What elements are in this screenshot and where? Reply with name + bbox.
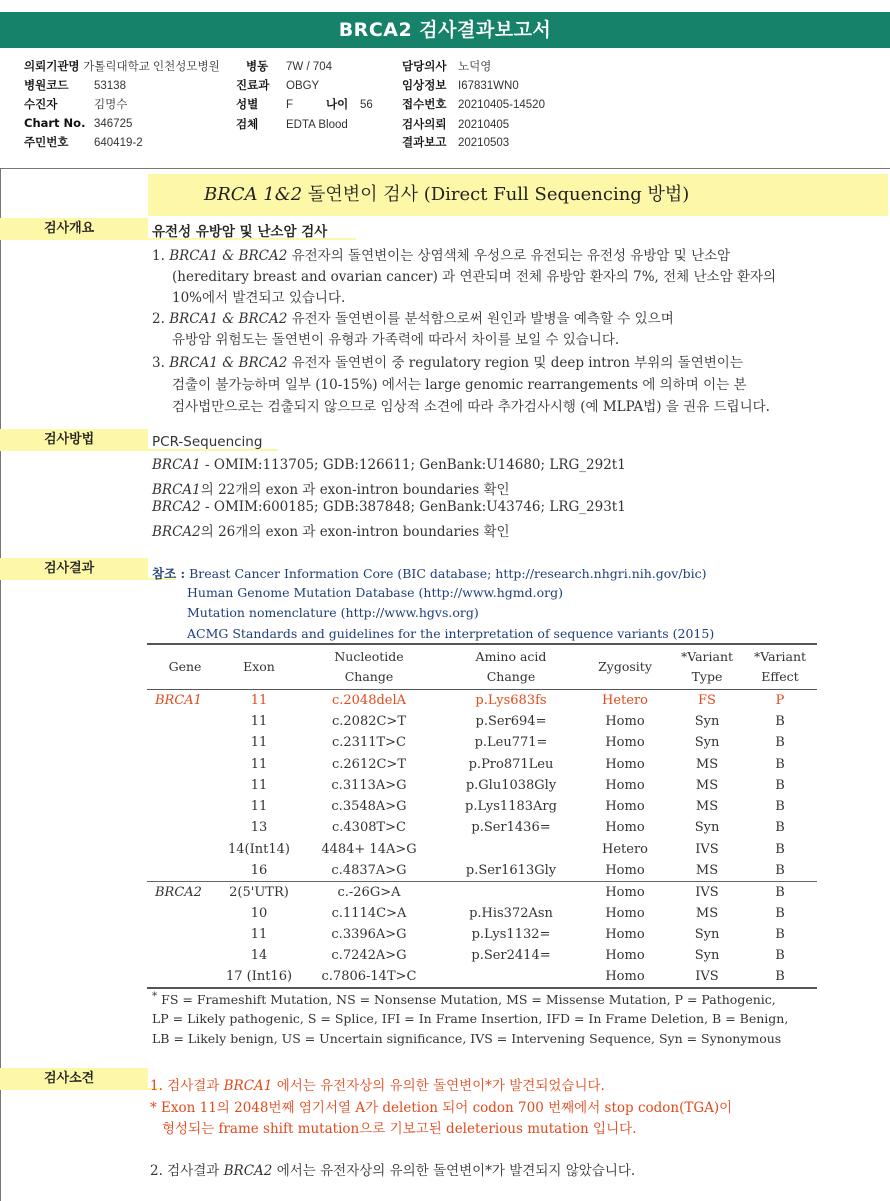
cell-variant-type: Syn bbox=[694, 735, 720, 751]
variant-row bbox=[147, 732, 817, 753]
cell-variant-effect: B bbox=[775, 948, 785, 964]
cell-variant-type: IVS bbox=[695, 841, 719, 857]
cell-variant-effect: B bbox=[775, 969, 785, 984]
cell-amino-acid: p.Ser1436= bbox=[471, 820, 551, 836]
variant-row bbox=[147, 902, 817, 923]
report-title: BRCA2 검사결과보고서 bbox=[0, 12, 890, 48]
variant-row bbox=[147, 966, 817, 987]
cell-gene bbox=[147, 732, 223, 753]
cell-zygosity: Hetero bbox=[602, 692, 648, 708]
col-zygosity: Zygosity bbox=[598, 659, 652, 674]
cell-gene: BRCA2 bbox=[155, 884, 202, 900]
cell-exon: 16 bbox=[250, 862, 268, 878]
footnote-line-2: LP = Likely pathogenic, S = Splice, IFI = In Frame Insertion, IFD = In Frame Deletion, B = Benign, bbox=[152, 1011, 789, 1026]
cell-gene bbox=[147, 839, 223, 860]
overview-item-1-line-2: (hereditary breast and ovarian cancer) 과 연관되며 전체 유방암 환자의 7%, 전체 난소암 환자의 bbox=[172, 269, 777, 285]
cell-nucleotide: c.3113A>G bbox=[331, 777, 407, 793]
cell-nucleotide: 4484+ 14A>G bbox=[321, 841, 417, 857]
col-gene: Gene bbox=[168, 659, 202, 674]
col-exon: Exon bbox=[243, 659, 275, 674]
cell-zygosity: Homo bbox=[605, 820, 645, 836]
overview-item-3-line-3: 검사법만으로는 검출되지 않으므로 임상적 소견에 따라 추가검사시행 (예 MLPA법) 을 권유 드립니다. bbox=[172, 399, 770, 415]
cell-variant-effect: B bbox=[775, 777, 785, 793]
cell-gene bbox=[147, 924, 223, 945]
cell-amino-acid: p.Glu1038Gly bbox=[465, 777, 557, 793]
cell-amino-acid: p.Pro871Leu bbox=[468, 756, 554, 772]
cell-exon: 11 bbox=[250, 756, 268, 772]
section-label-findings: 검사소견 bbox=[0, 1068, 148, 1090]
cell-variant-type: IVS bbox=[695, 969, 719, 984]
cell-gene bbox=[147, 753, 223, 774]
cell-gene bbox=[147, 796, 223, 817]
col-variant-type: *Variant Type bbox=[680, 649, 734, 684]
cell-gene bbox=[147, 817, 223, 838]
cell-zygosity: Homo bbox=[605, 926, 645, 942]
cell-amino-acid: p.Ser1613Gly bbox=[465, 862, 557, 878]
cell-gene bbox=[147, 902, 223, 923]
overview-item-1-line-3: 10%에서 발견되고 있습니다. bbox=[172, 290, 346, 306]
finding-1-note-line-1: * Exon 11의 2048번째 염기서열 A가 deletion 되어 codon 700 번째에서 stop codon(TGA)이 bbox=[150, 1100, 733, 1116]
cell-variant-effect: B bbox=[775, 926, 785, 942]
cell-exon: 13 bbox=[250, 820, 268, 836]
cell-exon: 11 bbox=[250, 735, 268, 751]
col-amino-acid: Amino acid Change bbox=[475, 649, 547, 684]
cell-nucleotide: c.-26G>A bbox=[337, 884, 401, 900]
cell-nucleotide: c.7806-14T>C bbox=[321, 969, 417, 984]
col-nucleotide: Nucleotide Change bbox=[334, 649, 404, 684]
overview-item-3-line-1: 3. BRCA1 & BRCA2 유전자 돌연변이 중 regulatory region 및 deep intron 부위의 돌연변이는 bbox=[152, 355, 743, 371]
cell-amino-acid: p.His372Asn bbox=[469, 905, 553, 921]
cell-amino-acid: p.Ser2414= bbox=[471, 948, 551, 964]
variant-table bbox=[147, 643, 817, 989]
cell-variant-effect: B bbox=[775, 820, 785, 836]
cell-variant-effect: P bbox=[775, 692, 785, 708]
variant-row bbox=[147, 775, 817, 796]
cell-zygosity: Homo bbox=[605, 948, 645, 964]
reference-3: Mutation nomenclature (http://www.hgvs.org) bbox=[187, 605, 479, 620]
cell-exon: 2(5'UTR) bbox=[229, 884, 289, 900]
footnote-line-3: LB = Likely benign, US = Uncertain significance, IVS = Intervening Sequence, Syn = Synonymous bbox=[152, 1031, 782, 1046]
cell-variant-effect: B bbox=[775, 799, 785, 815]
variant-row bbox=[147, 796, 817, 817]
cell-zygosity: Homo bbox=[605, 756, 645, 772]
cell-exon: 11 bbox=[250, 777, 268, 793]
cell-zygosity: Homo bbox=[605, 777, 645, 793]
method-brca2-exons: BRCA2의 26개의 exon 과 exon-intron boundaries 확인 bbox=[152, 524, 510, 540]
header-dept: 진료과 OBGY bbox=[236, 78, 320, 92]
cell-amino-acid bbox=[443, 881, 579, 902]
cell-amino-acid: p.Lys1132= bbox=[471, 926, 551, 942]
cell-exon: 17 (Int16) bbox=[225, 969, 293, 984]
cell-nucleotide: c.1114C>A bbox=[331, 905, 407, 921]
cell-nucleotide: c.3396A>G bbox=[331, 926, 407, 942]
cell-amino-acid: p.Lys1183Arg bbox=[465, 799, 557, 815]
finding-1: 1. 검사결과 BRCA1 에서는 유전자상의 유의한 돌연변이*가 발견되었습니다. bbox=[150, 1078, 605, 1094]
header-report-date: 결과보고 20210503 bbox=[402, 135, 510, 149]
variant-row bbox=[147, 690, 817, 711]
cell-zygosity: Hetero bbox=[602, 841, 648, 857]
header-ward: 병동 7W / 704 bbox=[246, 59, 333, 73]
cell-zygosity: Homo bbox=[605, 713, 645, 729]
finding-1-note-line-2: 형성되는 frame shift mutation으로 기보고된 deleterious mutation 입니다. bbox=[162, 1121, 637, 1137]
cell-nucleotide: c.7242A>G bbox=[331, 948, 407, 964]
cell-nucleotide: c.2048delA bbox=[331, 692, 407, 708]
cell-gene bbox=[147, 945, 223, 966]
method-title: PCR-Sequencing bbox=[152, 434, 263, 450]
header-specimen: 검체 EDTA Blood bbox=[236, 117, 348, 131]
variant-row bbox=[147, 753, 817, 774]
header-doctor: 담당의사 노덕영 bbox=[402, 59, 492, 73]
cell-gene: BRCA1 bbox=[155, 692, 202, 708]
cell-zygosity: Homo bbox=[605, 905, 645, 921]
cell-gene bbox=[147, 966, 223, 987]
cell-variant-effect: B bbox=[775, 862, 785, 878]
overview-item-3-line-2: 검출이 불가능하며 일부 (10-15%) 에서는 large genomic rearrangements 에 의하며 이는 본 bbox=[172, 377, 747, 393]
cell-zygosity: Homo bbox=[605, 799, 645, 815]
reference-4: ACMG Standards and guidelines for the interpretation of sequence variants (2015) bbox=[187, 626, 715, 641]
cell-variant-type: MS bbox=[695, 799, 719, 815]
cell-exon: 14(Int14) bbox=[228, 841, 290, 857]
cell-variant-type: IVS bbox=[695, 884, 719, 900]
cell-zygosity: Homo bbox=[605, 884, 645, 900]
cell-amino-acid bbox=[443, 839, 579, 860]
header-chart-no: Chart No. 346725 bbox=[24, 116, 133, 130]
cell-nucleotide: c.4308T>C bbox=[331, 820, 406, 836]
method-brca1-exons: BRCA1의 22개의 exon 과 exon-intron boundaries 확인 bbox=[152, 482, 510, 498]
cell-amino-acid bbox=[443, 966, 579, 987]
section-label-overview: 검사개요 bbox=[0, 218, 148, 240]
variant-row bbox=[147, 924, 817, 945]
variant-row bbox=[147, 860, 817, 881]
header-receipt-no: 접수번호 20210405-14520 bbox=[402, 97, 545, 111]
cell-variant-type: MS bbox=[695, 777, 719, 793]
cell-variant-type: Syn bbox=[694, 713, 720, 729]
overview-item-2-line-2: 유방암 위험도는 돌연변이 유형과 가족력에 따라서 차이를 보일 수 있습니다. bbox=[172, 332, 620, 348]
reference-1: 참조 : Breast Cancer Information Core (BIC database; http://research.nhgri.nih.gov/bic) bbox=[152, 566, 707, 581]
cell-amino-acid: p.Lys683fs bbox=[475, 692, 547, 708]
overview-subtitle: 유전성 유방암 및 난소암 검사 bbox=[152, 224, 328, 240]
variant-row bbox=[147, 817, 817, 838]
cell-variant-effect: B bbox=[775, 841, 785, 857]
overview-item-2-line-1: 2. BRCA1 & BRCA2 유전자 돌연변이를 분석함으로써 원인과 발병을 예측할 수 있으며 bbox=[152, 311, 674, 327]
cell-nucleotide: c.4837A>G bbox=[331, 862, 407, 878]
cell-variant-type: MS bbox=[695, 756, 719, 772]
cell-gene bbox=[147, 711, 223, 732]
section-label-results: 검사결과 bbox=[0, 558, 148, 580]
cell-exon: 11 bbox=[250, 926, 268, 942]
cell-variant-type: Syn bbox=[694, 820, 720, 836]
col-variant-effect: *Variant Effect bbox=[753, 649, 807, 684]
header-clinical-info: 임상정보 I67831WN0 bbox=[402, 78, 519, 92]
header-institution: 의뢰기관명 가톨릭대학교 인천성모병원 bbox=[24, 59, 220, 73]
cell-zygosity: Homo bbox=[605, 969, 645, 984]
method-brca1-ids: BRCA1 - OMIM:113705; GDB:126611; GenBank:U14680; LRG_292t1 bbox=[152, 457, 626, 473]
method-brca2-ids: BRCA2 - OMIM:600185; GDB:387848; GenBank:U43746; LRG_293t1 bbox=[152, 499, 626, 515]
cell-variant-type: Syn bbox=[694, 948, 720, 964]
cell-zygosity: Homo bbox=[605, 862, 645, 878]
finding-2: 2. 검사결과 BRCA2 에서는 유전자상의 유의한 돌연변이*가 발견되지 않았습니다. bbox=[150, 1163, 636, 1179]
section-label-method: 검사방법 bbox=[0, 429, 148, 451]
cell-exon: 11 bbox=[250, 692, 268, 708]
cell-amino-acid: p.Leu771= bbox=[474, 735, 548, 751]
cell-variant-effect: B bbox=[775, 905, 785, 921]
reference-2: Human Genome Mutation Database (http://www.hgmd.org) bbox=[187, 585, 564, 600]
cell-variant-type: MS bbox=[695, 905, 719, 921]
cell-nucleotide: c.2311T>C bbox=[331, 735, 406, 751]
cell-nucleotide: c.2612C>T bbox=[331, 756, 406, 772]
cell-gene bbox=[147, 860, 223, 881]
cell-nucleotide: c.2082C>T bbox=[331, 713, 406, 729]
cell-variant-effect: B bbox=[775, 756, 785, 772]
header-hospital-code: 병원코드 53138 bbox=[24, 78, 126, 92]
cell-exon: 11 bbox=[250, 713, 268, 729]
cell-variant-type: FS bbox=[698, 692, 716, 708]
cell-gene bbox=[147, 775, 223, 796]
header-age: 나이 56 bbox=[326, 97, 373, 111]
header-request-date: 검사의뢰 20210405 bbox=[402, 117, 510, 131]
header-rrn: 주민번호 640419-2 bbox=[24, 135, 143, 149]
variant-row bbox=[147, 711, 817, 732]
cell-nucleotide: c.3548A>G bbox=[331, 799, 407, 815]
header-patient: 수진자 김명수 bbox=[24, 97, 128, 111]
cell-variant-effect: B bbox=[775, 735, 785, 751]
cell-amino-acid: p.Ser694= bbox=[475, 713, 547, 729]
cell-exon: 14 bbox=[250, 948, 268, 964]
cell-exon: 10 bbox=[250, 905, 268, 921]
cell-exon: 11 bbox=[250, 799, 268, 815]
variant-row bbox=[147, 881, 817, 902]
cell-variant-effect: B bbox=[775, 884, 785, 900]
cell-zygosity: Homo bbox=[605, 735, 645, 751]
footnote-line-1: * FS = Frameshift Mutation, NS = Nonsense Mutation, MS = Missense Mutation, P = Pathogenic, bbox=[152, 990, 776, 1008]
cell-variant-type: Syn bbox=[694, 926, 720, 942]
variant-row bbox=[147, 839, 817, 860]
variant-row bbox=[147, 945, 817, 966]
overview-item-1-line-1: 1. BRCA1 & BRCA2 유전자의 돌연변이는 상염색체 우성으로 유전되는 유전성 유방암 및 난소암 bbox=[152, 248, 731, 264]
cell-variant-effect: B bbox=[775, 713, 785, 729]
cell-variant-type: MS bbox=[695, 862, 719, 878]
header-sex: 성별 F bbox=[236, 97, 294, 111]
test-banner: BRCA 1&2 돌연변이 검사 (Direct Full Sequencing 방법) bbox=[148, 174, 888, 216]
variant-table-header bbox=[147, 644, 817, 690]
